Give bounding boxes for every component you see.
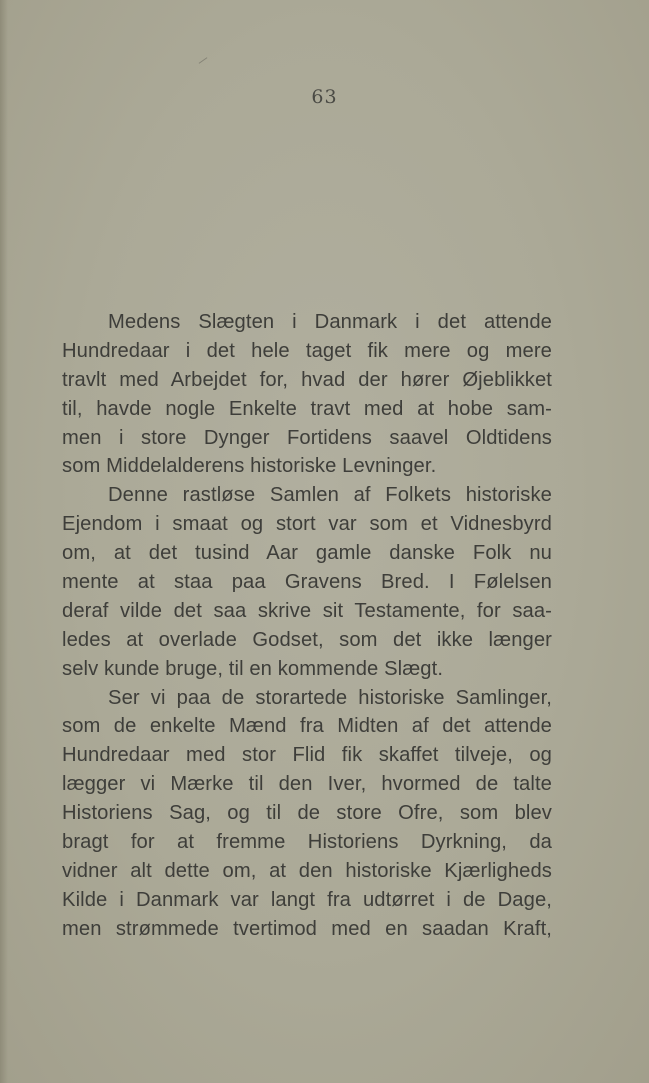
text-line: som Middelalderens historiske Levninger. bbox=[62, 455, 437, 478]
text-line: Medens Slægten i Danmark i det attende bbox=[108, 311, 552, 333]
text-line: som de enkelte Mænd fra Midten af det attende bbox=[62, 715, 552, 738]
text-line: vidner alt dette om, at den historiske Kjærligheds bbox=[62, 859, 552, 882]
text-line: men strømmede tvertimod med en saadan Kraft, bbox=[62, 917, 552, 940]
text-line: Ejendom i smaat og stort var som et Vidnesbyrd bbox=[62, 513, 552, 536]
text-line: travlt med Arbejdet for, hvad der hører Øjeblikket bbox=[62, 368, 552, 391]
text-line: lægger vi Mærke til den Iver, hvormed de talte bbox=[62, 773, 552, 796]
text-line: Kilde i Danmark var langt fra udtørret i de Dage, bbox=[62, 888, 552, 911]
text-line: ledes at overlade Godset, som det ikke længer bbox=[62, 628, 552, 651]
text-line: mente at staa paa Gravens Bred. I Følelsen bbox=[62, 571, 552, 594]
text-line: Denne rastløse Samlen af Folkets historiske bbox=[108, 484, 552, 507]
ink-speck bbox=[199, 57, 208, 64]
text-line: Hundredaar med stor Flid fik skaffet tilveje, og bbox=[62, 744, 552, 767]
text-line: om, at det tusind Aar gamle danske Folk nu bbox=[62, 542, 552, 565]
text-line: Hundredaar i det hele taget fik mere og mere bbox=[62, 339, 552, 362]
text-line: deraf vilde det saa skrive sit Testamente, for saa- bbox=[62, 599, 552, 622]
text-line: til, havde nogle Enkelte travt med at hobe sam- bbox=[62, 397, 552, 420]
body-text bbox=[62, 308, 552, 944]
text-line: Historiens Sag, og til de store Ofre, som blev bbox=[62, 802, 552, 825]
text-line: bragt for at fremme Historiens Dyrkning, da bbox=[62, 831, 552, 854]
text-line: selv kunde bruge, til en kommende Slægt. bbox=[62, 657, 444, 680]
page-number: 63 bbox=[311, 86, 338, 108]
text-line: men i store Dynger Fortidens saavel Oldtidens bbox=[62, 426, 552, 449]
text-line: Ser vi paa de storartede historiske Samlinger, bbox=[108, 686, 552, 709]
